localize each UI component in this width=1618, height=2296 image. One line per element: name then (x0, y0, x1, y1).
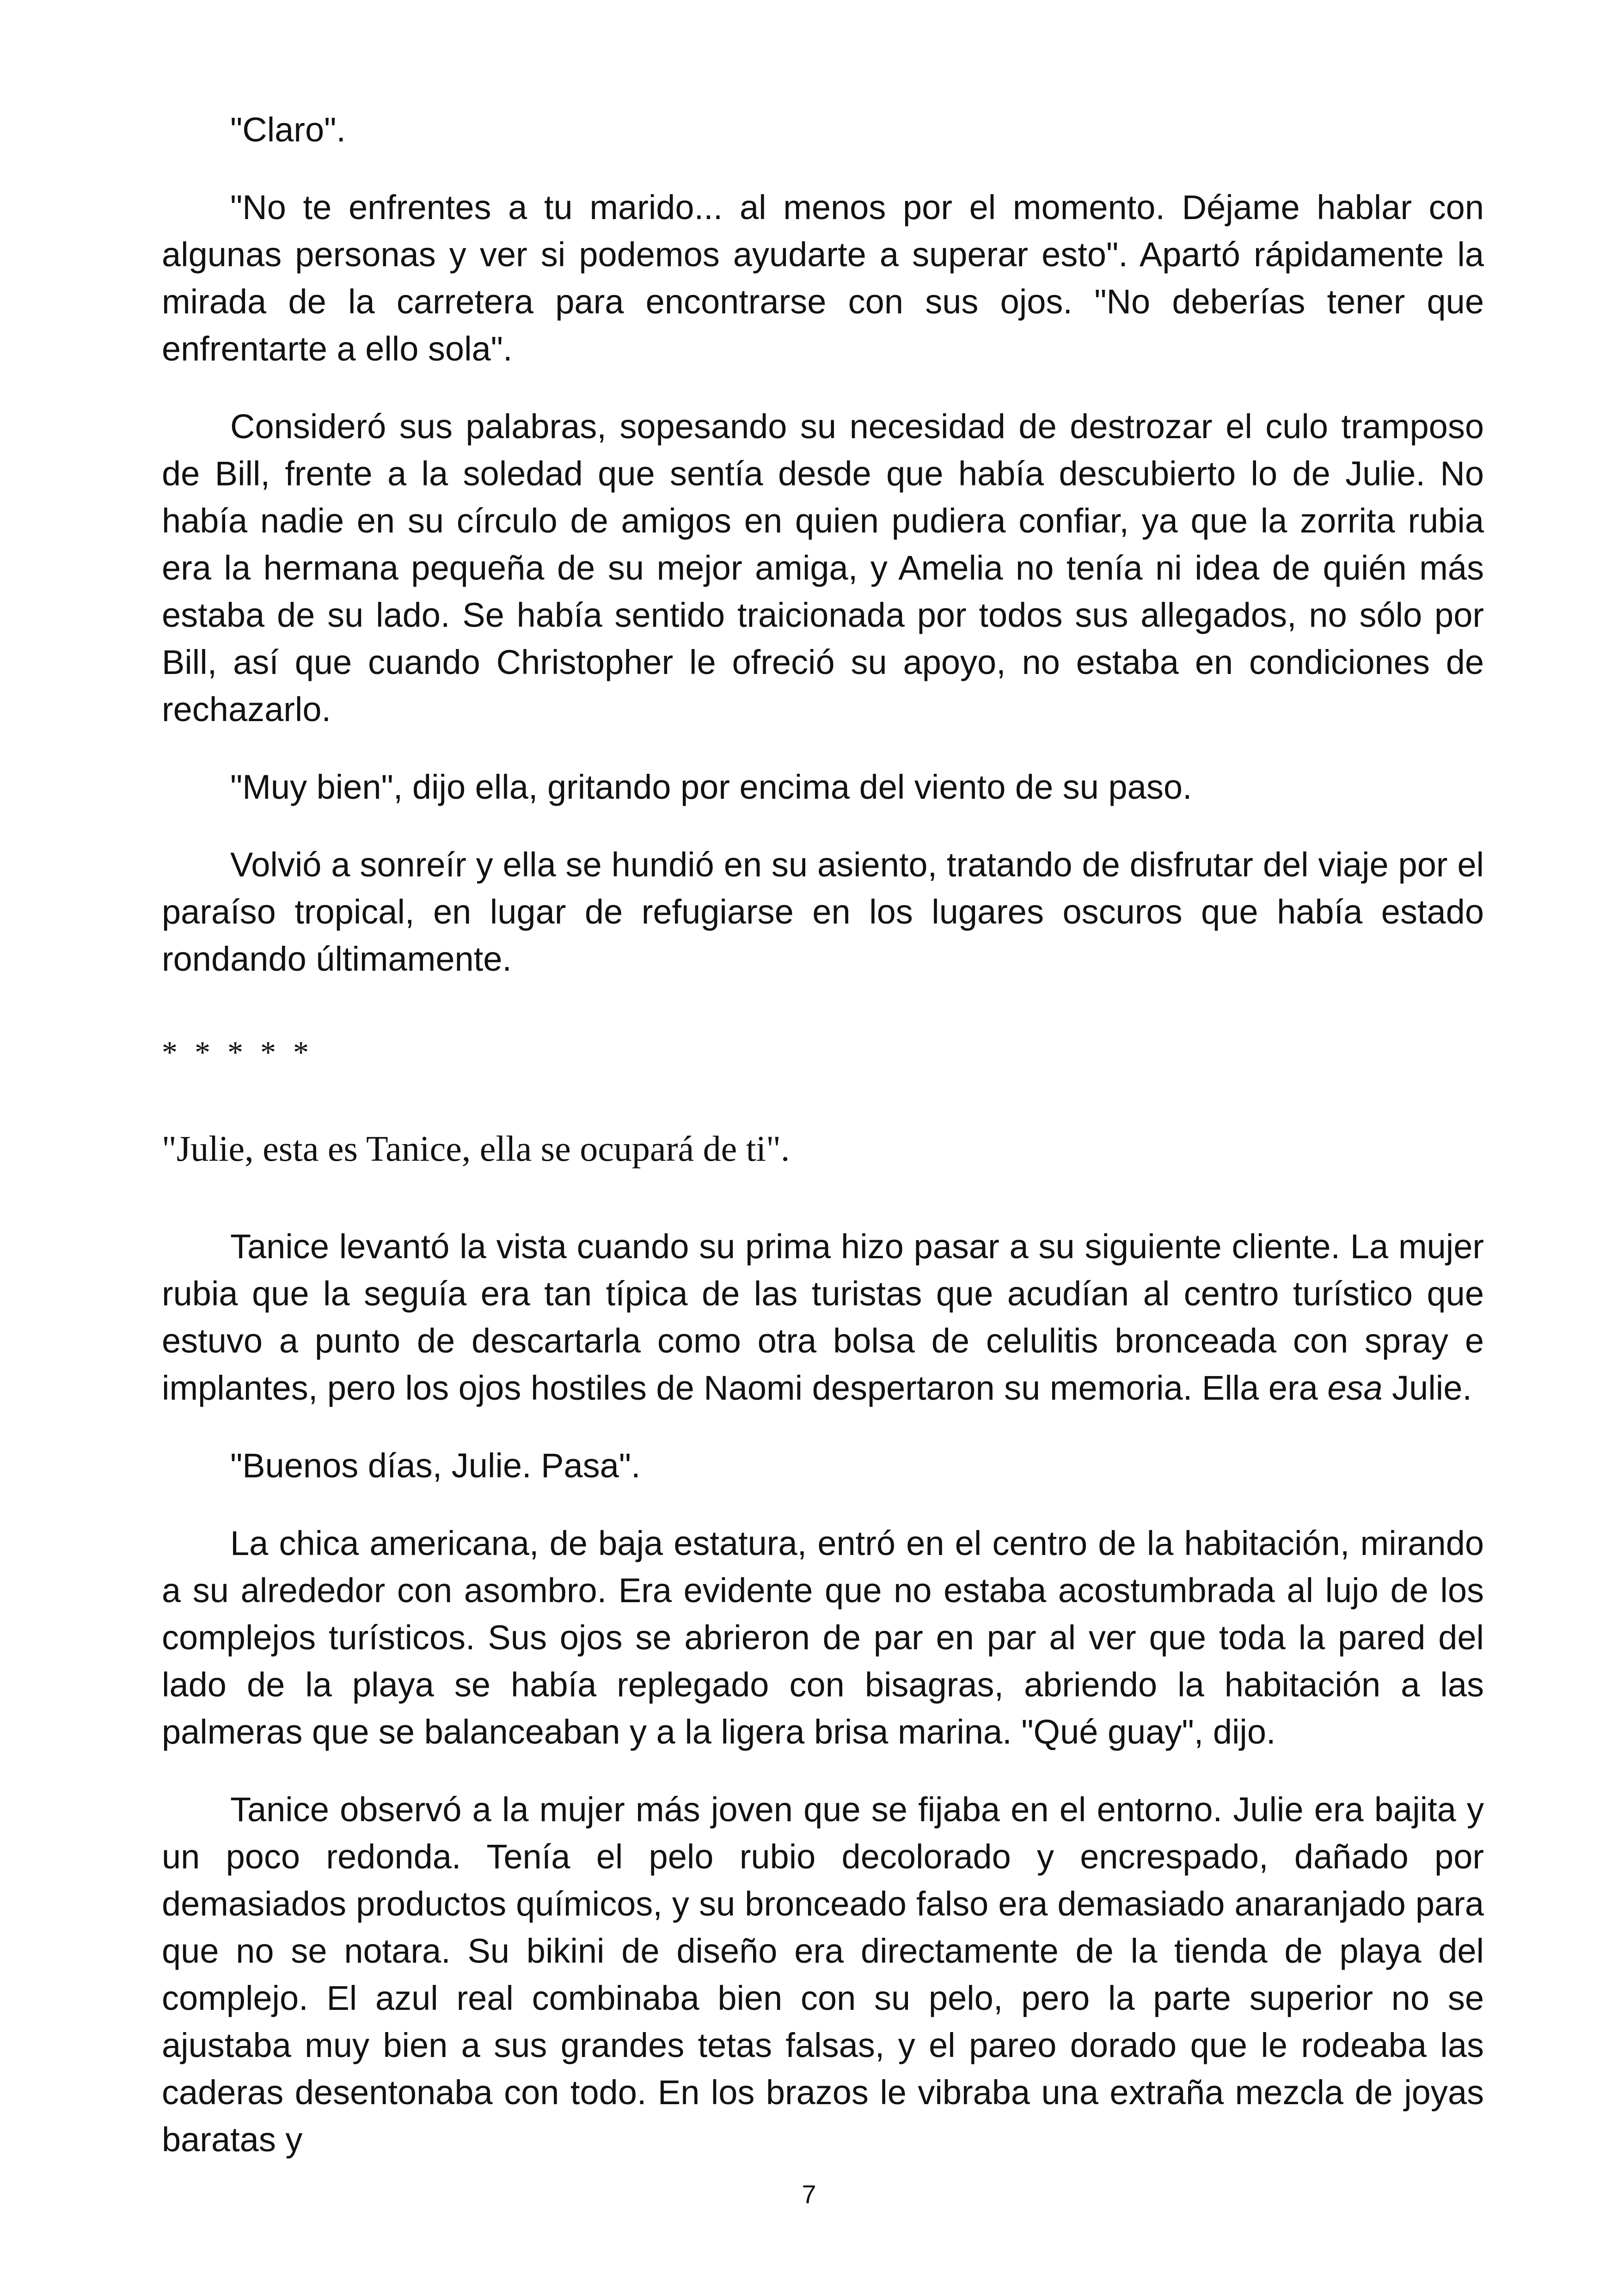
paragraph-text: Julie. (1382, 1369, 1472, 1407)
scene-opening-line: "Julie, esta es Tanice, ella se ocupará de ti". (162, 1128, 790, 1169)
page-body (162, 106, 1484, 2163)
paragraph: "Muy bien", dijo ella, gritando por encima del viento de su paso. (230, 768, 1192, 806)
paragraph: Consideró sus palabras, sopesando su necesidad de destrozar el culo tramposo de Bill, frente a la soledad que sentía desde que había descubierto lo de Julie. No había nadie en su círculo de amigos en quien pudiera confiar, ya que la zorrita rubia era la hermana pequeña de su mejor amiga, y Amelia no tenía ni idea de quién más estaba de su lado. Se había sentido traicionada por todos sus allegados, no sólo por Bill, así que cuando Christopher le ofreció su apoyo, no estaba en condiciones de rechazarlo. (162, 407, 1484, 729)
paragraph-text: Tanice levantó la vista cuando su prima hizo pasar a su siguiente cliente. La mujer rubia que la seguía era tan típica de las turistas que acudían al centro turístico que estuvo a punto de descartarla como otra bolsa de celulitis bronceada con spray e implantes, pero los ojos hostiles de Naomi despertaron su memoria. Ella era (162, 1227, 1484, 1407)
paragraph: "Buenos días, Julie. Pasa". (230, 1446, 641, 1485)
page-number: 7 (802, 2180, 816, 2209)
paragraph: "Claro". (230, 110, 346, 149)
scene-separator: * * * * * (162, 1035, 313, 1070)
paragraph: "No te enfrentes a tu marido... al menos por el momento. Déjame hablar con algunas personas y ver si podemos ayudarte a superar esto". Apartó rápidamente la mirada de la carretera para encontrarse con sus ojos. "No deberías tener que enfrentarte a ello sola". (162, 188, 1484, 368)
paragraph (162, 1223, 1484, 1412)
paragraph: Volvió a sonreír y ella se hundió en su asiento, tratando de disfrutar del viaje por el paraíso tropical, en lugar de refugiarse en los lugares oscuros que había estado rondando últimamente. (162, 845, 1484, 978)
paragraph: Tanice observó a la mujer más joven que se fijaba en el entorno. Julie era bajita y un poco redonda. Tenía el pelo rubio decolorado y encrespado, dañado por demasiados productos químicos, y su bronceado falso era demasiado anaranjado para que no se notara. Su bikini de diseño era directamente de la tienda de playa del complejo. El azul real combinaba bien con su pelo, pero la parte superior no se ajustaba muy bien a sus grandes tetas falsas, y el pareo dorado que le rodeaba las caderas desentonaba con todo. En los brazos le vibraba una extraña mezcla de joyas baratas y (162, 1790, 1484, 2159)
paragraph: La chica americana, de baja estatura, entró en el centro de la habitación, mirando a su alrededor con asombro. Era evidente que no estaba acostumbrada al lujo de los complejos turísticos. Sus ojos se abrieron de par en par al ver que toda la pared del lado de la playa se había replegado con bisagras, abriendo la habitación a las palmeras que se balanceaban y a la ligera brisa marina. "Qué guay", dijo. (162, 1524, 1484, 1751)
emphasis-text: esa (1327, 1369, 1383, 1407)
